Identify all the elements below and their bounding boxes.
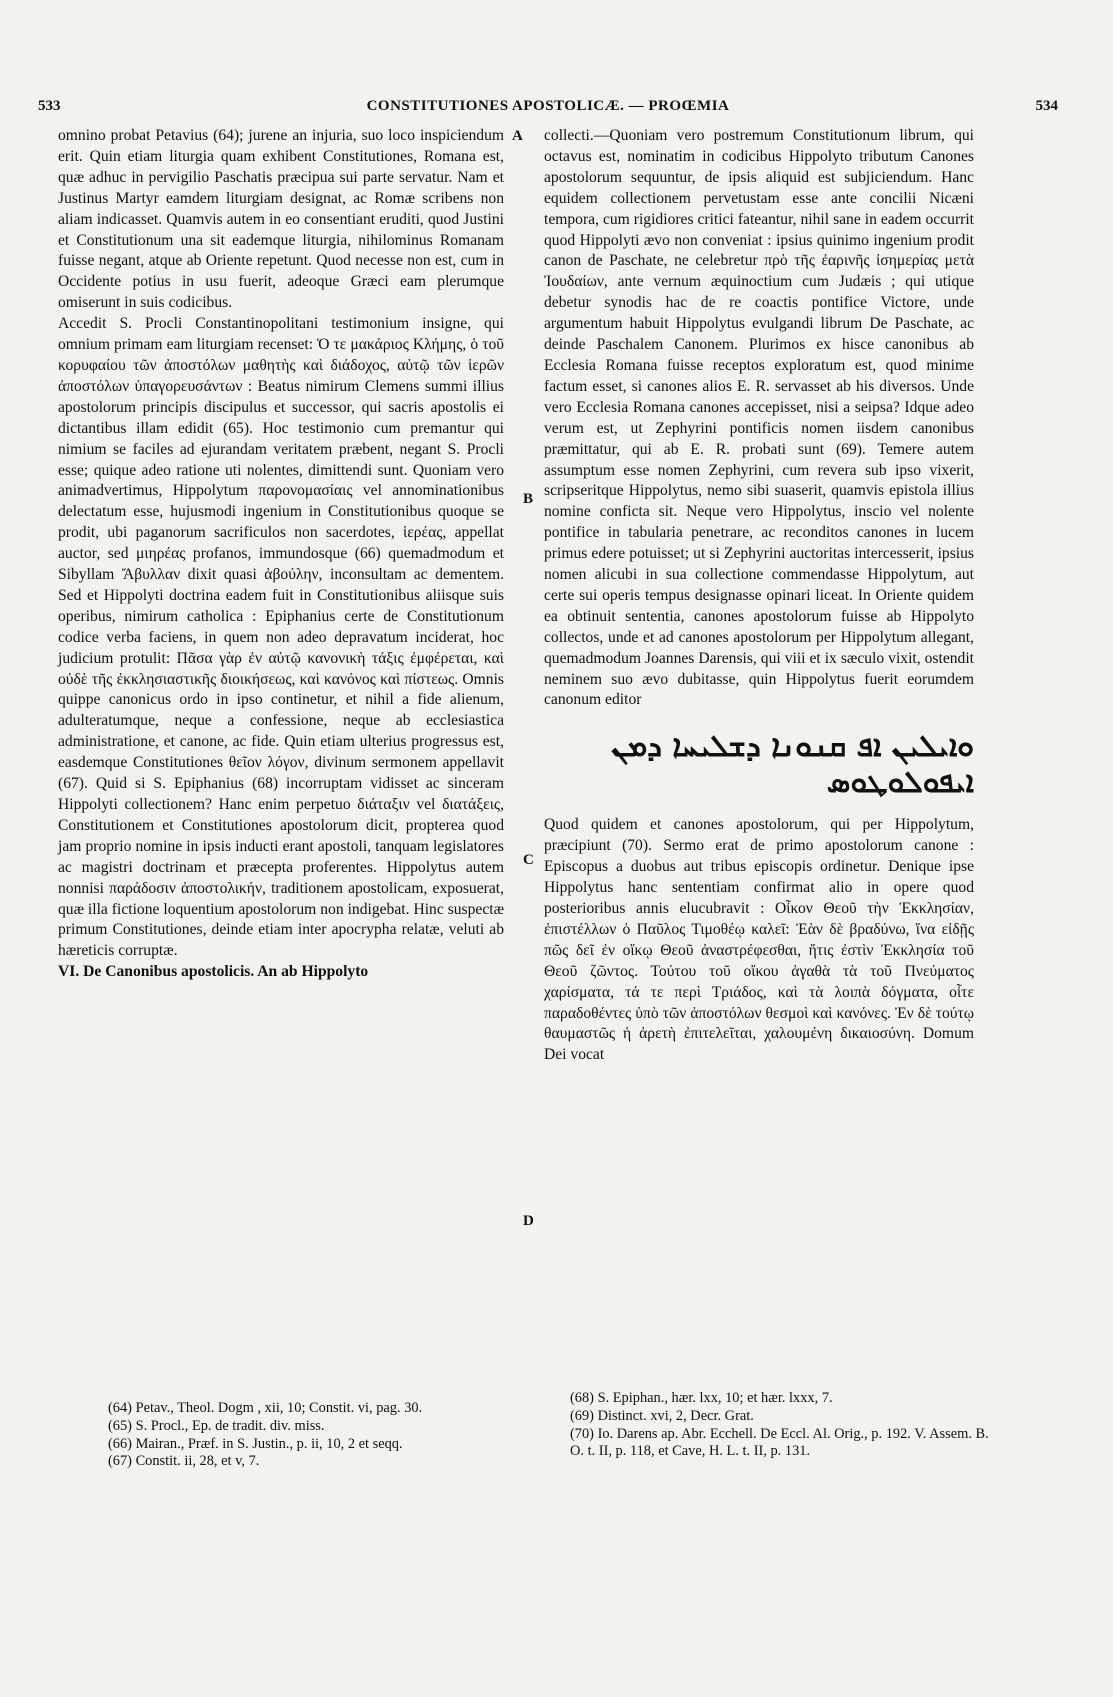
syriac-line: ܘܐܝܠܝܢ ܐܦ ܩܢܘܢܐ ܕܫܠܝܚܐ ܕܡܢ bbox=[611, 729, 974, 765]
running-header bbox=[38, 98, 1058, 124]
margin-letter-a: A bbox=[512, 128, 523, 144]
syriac-quotation bbox=[544, 729, 974, 805]
footnote: (64) Petav., Theol. Dogm , xii, 10; Constit. vi, pag. 30. bbox=[108, 1400, 423, 1416]
running-title: CONSTITUTIONES APOSTOLICÆ. — PROŒMIA bbox=[366, 98, 730, 114]
margin-letter-d: D bbox=[523, 1213, 534, 1229]
margin-letter-b: B bbox=[523, 491, 534, 507]
left-paragraph: omnino probat Petavius (64); jurene an injuria, suo loco inspiciendum erit. Quin etiam liturgia quam exhibent Constitutiones, Romana est, quæ adhuc in pervigilio Paschatis præcipua sui parte servatur. Nam et Justinus Martyr eamdem liturgiam designat, ac Romæ scribens non aliam indicasset. Quamvis autem in eo consentiant eruditi, quod Justini et Constitutionum una sit eademque liturgia, nihilominus Romanam fuisse negant, atque ab Oriente repetunt. Quod necesse non est, cum in Occidente potius in usu fuerit, adeoque Græci eam plerumque omiserunt in suis codicibus. bbox=[58, 127, 504, 312]
right-column bbox=[544, 126, 974, 1066]
footnote: (67) Constit. ii, 28, et v, 7. bbox=[108, 1453, 260, 1470]
left-column bbox=[58, 126, 504, 983]
footnote: (68) S. Epiphan., hær. lxx, 10; et hær. lxxx, 7. bbox=[570, 1390, 833, 1406]
page-number-left: 533 bbox=[38, 98, 61, 114]
footnote: (65) S. Procl., Ep. de tradit. div. miss. bbox=[108, 1417, 325, 1434]
footnote: (70) Io. Darens ap. Abr. Ecchell. De Eccl. Al. Orig., p. 192. V. Assem. B. O. t. II, p. 118, et Cave, H. L. t. II, p. 131. bbox=[570, 1425, 989, 1460]
right-footnotes bbox=[570, 1390, 990, 1461]
footnote: (69) Distinct. xvi, 2, Decr. Grat. bbox=[570, 1407, 754, 1424]
left-footnotes bbox=[108, 1400, 508, 1471]
section-heading: VI. De Canonibus apostolicis. An ab Hippolyto bbox=[58, 963, 369, 981]
page-number-right: 534 bbox=[1035, 98, 1058, 114]
right-paragraph: Quod quidem et canones apostolorum, qui per Hippolytum, præcipiunt (70). Sermo erat de primo apostolorum canone : Episcopus a duobus aut tribus episcopis ordinetur. Denique ipse Hippolytus hanc sententiam confirmat alio in opere quod posterioribus annis elucubravit : Οἶκον Θεοῦ τὴν Ἐκκλησίαν, ἐπιστέλλων ὁ Παῦλος Τιμοθέῳ καλεῖ: Ἐὰν δὲ βραδύνω, ἵνα εἰδῇς πῶς δεῖ ἐν οἴκῳ Θεοῦ ἀναστρέφεσθαι, ἥτις ἐστὶν Ἐκκλησία τοῦ Θεοῦ ζῶντος. Τούτου τοῦ οἴκου ἀγαθὰ τὰ τοῦ Πνεύματος χαρίσματα, τά τε περὶ Τριάδος, καὶ τὰ λοιπὰ δόγματα, οἷτε παραδοθέντες ὑπὸ τῶν ἀποστόλων θεσμοὶ καὶ κανόνες. Ἐν δὲ τούτῳ θαυμαστῶς ἡ ἀρετὴ ἐπιτελεῖται, χαλουμένη δικαιοσύνη. Domum Dei vocat bbox=[544, 816, 974, 1064]
right-paragraph: collecti.—Quoniam vero postremum Constitutionum librum, qui octavus est, nominatim in codicibus Hippolyto tributum Canones apostolorum sequuntur, de ipsis aliquid est subjiciendum. Hanc equidem collectionem pervetustam esse ante concilii Nicæni tempora, cum rigidiores critici fateantur, nihil sane in eadem occurrit quod Hippolyti ævo non conveniat : ipsius quinimo ingenium prodit canon de Paschate, ne celebretur πρὸ τῆς ἐαρινῆς ἰσημερίας μετὰ Ἰουδαίων, ante vernum æquinoctium cum Judæis ; qui utique debetur synodis hac de re coactis pontifice Victore, unde argumentum habuit Hippolytus evulgandi librum De Paschate, ac deinde Paschalem Canonem. Plurimos ex hisce canonibus ab Ecclesia Romana fuisse receptos exploratum est, quod minime factum esset, si canones alios E. R. servasset ab his diversos. Unde vero Ecclesia Romana canones accepisset, nisi a seipsa? Idque adeo verum est, ut Zephyrini pontificis nomen iisdem canonibus præmittatur, qui ab E. R. probati sunt (69). Temere autem assumptum esse nomen Zephyrini, cum revera sub ipso vixerit, scripseritque Hippolytus, nemo sibi suaserit, quamvis epistola illius nomine conficta sit. Neque vero Hippolytus, inscio vel nolente pontifice in tabularia penetrare, ac reconditos canones in lucem primus edere potuisset; ut si Zephyrini auctoritas intercesserit, ipsius nomen alicubi in sua collectione commendasse Hippolytum, aut certe sui operis tempus designasse opinari liceat. In Oriente quidem ea obtinuit sententia, canones apostolorum fuisse ab Hippolyto collectos, unde et ad canones apostolorum per Hippolytum allegant, quemadmodum Joannes Darensis, qui viii et ix sæculo vixit, ostendit neminem suo ævo dubitasse, quin Hippolytus fuerit eorumdem canonum editor bbox=[544, 127, 974, 709]
left-paragraph: Accedit S. Procli Constantinopolitani testimonium insigne, qui omnium primam eam liturgiam recenset: Ὁ τε μακάριος Κλήμης, ὁ τοῦ κορυφαίου τῶν ἀποστόλων μαθητὴς καὶ διάδοχος, αὐτῷ τῶν ἱερῶν ἀποστόλων ὑπαγορευσάντων : Beatus nimirum Clemens summi illius apostolorum principis discipulus et successor, qui sacris apostolis ei dictantibus illam edidit (65). Hoc testimonio cum premantur qui nimium se faciles ad ejurandam veritatem præbent, negant S. Procli esse; quique adeo ratione uti nolentes, dimittendi sunt. Quoniam vero animadvertimus, Hippolytum παρονομασίαις vel annominationibus delectatum esse, hujusmodi ingenium in Constitutionibus quoque se prodit, ubi paganorum sacrificulos non sacerdotes, ἱερέας, appellat auctor, sed μιηρέας profanos, immundosque (66) quemadmodum et Sibyllam Ἄβυλλαν dixit quasi ἀβούλην, inconsultam ac dementem. Sed et Hippolyti doctrina eadem fuit in Constitutionibus aliisque suis operibus, nimirum catholica : Epiphanius certe de Constitutionum codice verba faciens, in quem non adeo depravatum inciderat, hoc judicium protulit: Πᾶσα γὰρ ἐν αὐτῷ κανονικὴ τάξις ἐμφέρεται, καὶ οὐδὲ τῆς ἐκκλησιαστικῆς διοικήσεως, καὶ κανόνος καὶ πίστεως. Omnis quippe canonicus ordo in ipso continetur, et nihil a fide alienum, adulteratumque, neque a confessione, neque ab ecclesiastica administratione, et canone, ac fide. Quin etiam ulterius progressus est, easdemque Constitutiones θεῖον λόγον, divinum sermonem appellavit (67). Quid si S. Epiphanius (68) incorruptam vidisset ac sinceram Hippolyti collectionem? Hanc enim perpetuo διάταξιν vel διατάξεις, Constitutionem et Constitutiones apostolorum dicit, propterea quod jam proprio nomine in ipsis inducti erant apostoli, tanquam legislatores ac magistri doctrinam et præcepta proferentes. Hippolytus autem nonnisi παράδοσιν ἀποστολικήν, traditionem apostolicam, exposuerat, quæ illa fictione loquentium apostolorum non indigebat. Hinc suspectæ primum Constitutiones, deinde etiam inter apocrypha relatæ, veluti ab hæreticis corruptæ. bbox=[58, 315, 504, 960]
footnote: (66) Mairan., Præf. in S. Justin., p. ii, 10, 2 et seqq. bbox=[108, 1435, 403, 1452]
syriac-line: ܐܝܦܘܠܘܛܘܣ bbox=[826, 765, 974, 801]
margin-letter-c: C bbox=[523, 852, 534, 868]
